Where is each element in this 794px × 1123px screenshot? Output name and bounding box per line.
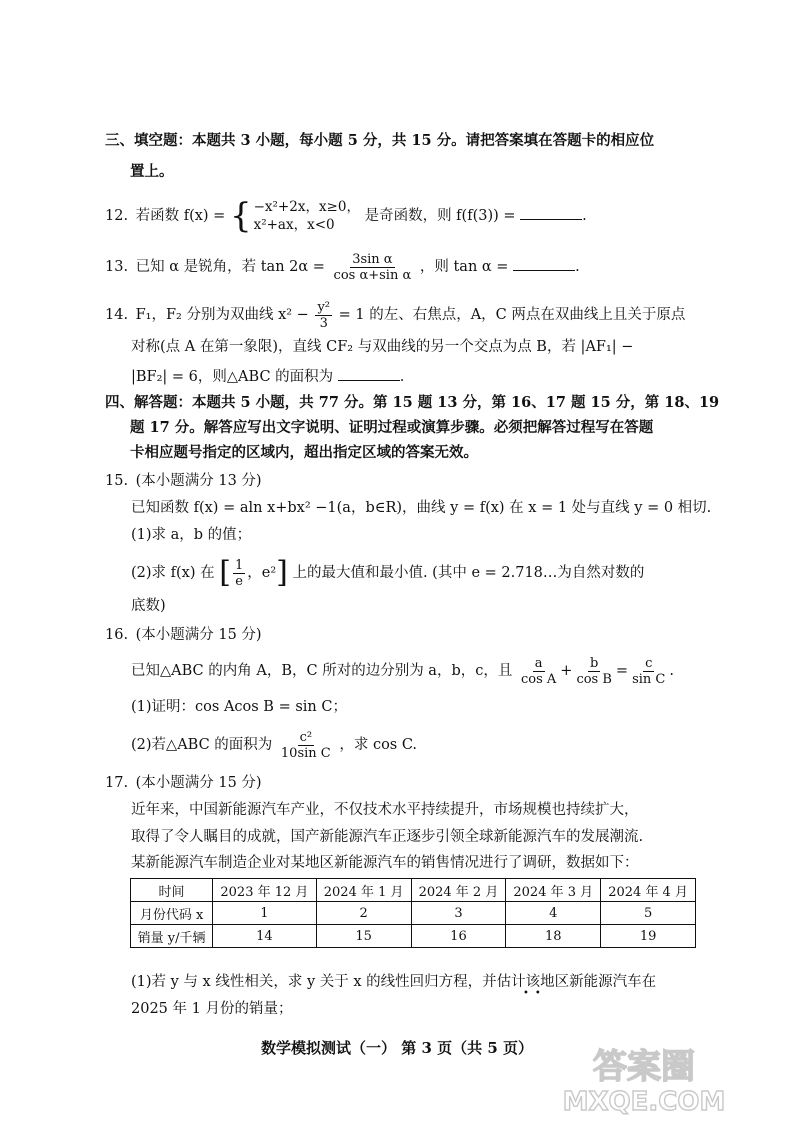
q16-stem bbox=[131, 654, 674, 688]
q17-line3: 某新能源汽车制造企业对某地区新能源汽车的销售情况进行了调研，数据如下： bbox=[131, 855, 639, 871]
fraction bbox=[315, 300, 332, 331]
q14-line3-text: |BF₂| = 6，则△ABC 的面积为 bbox=[131, 369, 334, 385]
q15-part1: (1)求 a，b 的值； bbox=[131, 527, 252, 543]
question-number: 12. bbox=[105, 208, 129, 224]
question-16-header bbox=[105, 625, 262, 645]
fraction bbox=[630, 656, 667, 687]
table-cell: 2 bbox=[316, 902, 411, 925]
q16-part1: (1)证明：cos Acos B = sin C； bbox=[131, 699, 347, 715]
question-number: 17. bbox=[105, 775, 129, 791]
numerator: y² bbox=[317, 299, 330, 315]
table-cell: 2024 年 4 月 bbox=[601, 879, 696, 902]
denominator: cos A bbox=[520, 671, 557, 687]
denominator: 10sin C bbox=[280, 745, 331, 761]
numerator: 1 bbox=[234, 557, 244, 573]
table-row bbox=[131, 925, 696, 948]
table-cell: 5 bbox=[601, 902, 696, 925]
numerator: a bbox=[534, 655, 543, 671]
case-2: x²+ax，x<0 bbox=[253, 217, 335, 233]
q13-stem-post: ，则 tan α = bbox=[419, 259, 509, 275]
question-17-header bbox=[105, 773, 262, 793]
cases bbox=[254, 198, 360, 234]
fraction bbox=[332, 252, 414, 283]
period: . bbox=[582, 208, 587, 224]
table-row bbox=[131, 879, 696, 902]
table-cell: 18 bbox=[506, 925, 601, 948]
fraction bbox=[233, 558, 245, 589]
watermark-top: 答案圈 bbox=[593, 1047, 695, 1087]
fraction bbox=[574, 656, 613, 687]
interval-end: ，e² bbox=[247, 565, 277, 581]
q16-part2-pre: (2)若△ABC 的面积为 bbox=[131, 737, 273, 753]
section3-heading: 三、填空题：本题共 3 小题，每小题 5 分，共 15 分。请把答案填在答题卡的相应位 bbox=[105, 132, 655, 149]
left-bracket: [ bbox=[219, 555, 231, 590]
period: . bbox=[669, 663, 674, 679]
answer-blank bbox=[338, 366, 400, 381]
denominator: e bbox=[235, 573, 243, 589]
table-cell: 19 bbox=[601, 925, 696, 948]
table-cell: 3 bbox=[411, 902, 506, 925]
q12-stem-post: 是奇函数，则 f(f(3)) = bbox=[364, 208, 516, 224]
question-number: 14. bbox=[105, 307, 129, 323]
q17-part1-cont: 2025 年 1 月份的销量； bbox=[131, 1001, 293, 1017]
answer-blank bbox=[520, 205, 582, 220]
q13-stem-pre: 已知 α 是锐角，若 tan 2α = bbox=[135, 259, 325, 275]
q16-part2 bbox=[131, 728, 417, 762]
sales-table bbox=[130, 878, 696, 948]
answer-blank bbox=[513, 256, 575, 271]
table-cell: 2024 年 3 月 bbox=[506, 879, 601, 902]
question-13 bbox=[105, 250, 580, 284]
q15-part2-cont: 底数) bbox=[131, 598, 166, 614]
question-14-line3 bbox=[131, 366, 404, 387]
table-cell: 2023 年 12 月 bbox=[213, 879, 317, 902]
table-cell: 销量 y/千辆 bbox=[131, 925, 213, 948]
section4-heading-cont2: 卡相应题号指定的区域内，超出指定区域的答案无效。 bbox=[130, 444, 478, 461]
case-1: −x²+2x，x≥0， bbox=[253, 199, 360, 215]
q14-stem-post: = 1 的左、右焦点，A，C 两点在双曲线上且关于原点 bbox=[338, 307, 686, 323]
q14-stem-pre: F₁，F₂ 分别为双曲线 x² − bbox=[135, 307, 309, 323]
watermark-logo bbox=[534, 1040, 754, 1116]
q16-stem-pre: 已知△ABC 的内角 A，B，C 所对的边分别为 a，b，c，且 bbox=[131, 663, 513, 679]
question-number: 16. bbox=[105, 627, 129, 643]
question-15-header bbox=[105, 471, 262, 491]
table-cell: 15 bbox=[316, 925, 411, 948]
table-cell: 16 bbox=[411, 925, 506, 948]
denominator: cos α+sin α bbox=[333, 267, 412, 283]
denominator: sin C bbox=[632, 671, 666, 687]
table-cell: 时间 bbox=[131, 879, 213, 902]
question-12 bbox=[105, 198, 587, 234]
q17-part1: (1)若 y 与 x 线性相关，求 y 关于 x 的线性回归方程，并估计该地区新能源汽车在 bbox=[131, 974, 657, 990]
question-14-line2: 对称(点 A 在第一象限)，直线 CF₂ 与双曲线的另一个交点为点 B，若 |AF₁| − bbox=[131, 339, 634, 355]
emphasis-dots: •• bbox=[523, 988, 547, 999]
numerator: b bbox=[590, 655, 599, 671]
table-cell: 1 bbox=[213, 902, 317, 925]
question-14-line1 bbox=[105, 298, 685, 332]
score-note: (本小题满分 15 分) bbox=[135, 627, 262, 643]
watermark-bottom: MXQE.COM bbox=[562, 1087, 726, 1116]
numerator: 3sin α bbox=[352, 251, 393, 267]
q17-line1: 近年来，中国新能源汽车产业，不仅技术水平持续提升，市场规模也持续扩大， bbox=[131, 802, 639, 818]
q15-part2-post: 上的最大值和最小值. (其中 e = 2.718…为自然对数的 bbox=[292, 565, 645, 581]
question-number: 13. bbox=[105, 259, 129, 275]
section4-heading-cont1: 题 17 分。解答应写出文字说明、证明过程或演算步骤。必须把解答过程写在答题 bbox=[130, 419, 654, 436]
q16-part2-post: ，求 cos C. bbox=[339, 737, 418, 753]
numerator: c bbox=[645, 655, 653, 671]
table-cell: 14 bbox=[213, 925, 317, 948]
fraction bbox=[519, 656, 558, 687]
q15-part2 bbox=[131, 556, 644, 590]
page-footer: 数学模拟测试（一） 第 3 页（共 5 页） bbox=[261, 1039, 533, 1057]
section4-heading: 四、解答题：本题共 5 小题，共 77 分。第 15 题 13 分，第 16、17 题 15 分，第 18、19 bbox=[105, 394, 720, 411]
q15-stem: 已知函数 f(x) = aln x+bx² −1(a，b∈R)，曲线 y = f(x) 在 x = 1 处与直线 y = 0 相切. bbox=[131, 500, 712, 516]
plus-sign: + bbox=[560, 663, 573, 679]
fraction bbox=[279, 730, 333, 761]
q15-part2-pre: (2)求 f(x) 在 bbox=[131, 565, 215, 581]
table-cell: 2024 年 1 月 bbox=[316, 879, 411, 902]
section3-heading-cont: 置上。 bbox=[130, 163, 174, 180]
table-cell: 月份代码 x bbox=[131, 902, 213, 925]
denominator: cos B bbox=[576, 671, 612, 687]
period: . bbox=[399, 369, 405, 385]
equals-sign: = bbox=[615, 663, 629, 679]
question-number: 15. bbox=[105, 473, 129, 489]
right-bracket: ] bbox=[276, 555, 288, 590]
table-row bbox=[131, 902, 696, 925]
piecewise-function bbox=[230, 198, 360, 234]
score-note: (本小题满分 15 分) bbox=[135, 775, 262, 791]
q17-line2: 取得了令人瞩目的成就，国产新能源汽车正逐步引领全球新能源汽车的发展潮流. bbox=[131, 829, 644, 845]
left-brace: { bbox=[229, 196, 252, 236]
period: . bbox=[575, 259, 580, 275]
table-cell: 4 bbox=[506, 902, 601, 925]
table-cell: 2024 年 2 月 bbox=[411, 879, 506, 902]
q12-stem-pre: 若函数 f(x) = bbox=[135, 208, 226, 224]
numerator: c² bbox=[299, 729, 313, 745]
denominator: 3 bbox=[319, 315, 328, 331]
score-note: (本小题满分 13 分) bbox=[135, 473, 262, 489]
